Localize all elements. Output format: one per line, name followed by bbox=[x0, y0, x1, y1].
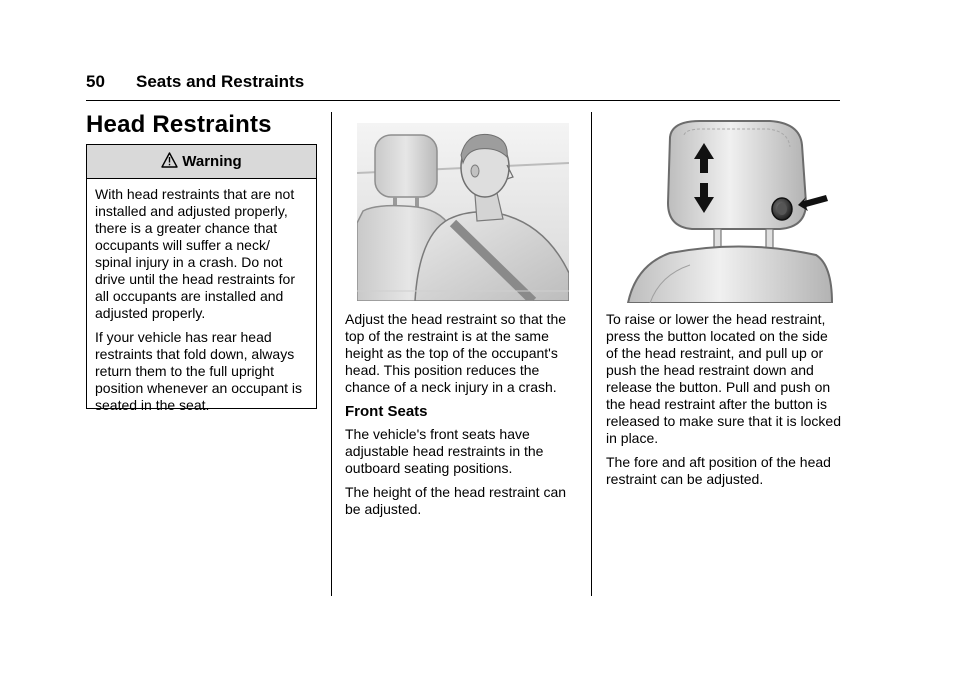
front-seats-heading: Front Seats bbox=[345, 403, 428, 420]
warning-triangle-icon bbox=[161, 155, 178, 168]
right-column bbox=[606, 311, 842, 495]
middle-column bbox=[345, 311, 583, 525]
warning-header bbox=[87, 145, 316, 179]
middle-paragraph-3: The height of the head restraint can be adjusted. bbox=[345, 484, 567, 517]
middle-paragraph-2: The vehicle's front seats have adjustable head restraints in the outboard seating positions. bbox=[345, 426, 544, 476]
warning-body bbox=[87, 179, 316, 414]
seated-occupant-illustration bbox=[357, 123, 569, 306]
warning-paragraph: With head restraints that are not installed and adjusted properly, there is a greater chance that occupants will suffer a neck/ spinal injury in a crash. Do not drive until the head restraints for all occupants are installed and adjusted properly. bbox=[95, 186, 295, 321]
section-title: Seats and Restraints bbox=[136, 72, 305, 91]
warning-box bbox=[86, 144, 317, 413]
page-header bbox=[86, 72, 840, 101]
middle-paragraph-1: Adjust the head restraint so that the top of the restraint is at the same height as the top of the occupant's head. This position reduces the chance of a neck injury in a crash. bbox=[345, 311, 567, 395]
page-number: 50 bbox=[86, 72, 105, 91]
right-paragraph-2: The fore and aft position of the head restraint can be adjusted. bbox=[606, 454, 831, 487]
head-restraint-adjust-illustration bbox=[610, 115, 836, 308]
right-paragraph-1: To raise or lower the head restraint, press the button located on the side of the head restraint, and pull up or push the head restraint down and release the button. Pull and push on the head restraint after the button is released to make sure that it is locked in place. bbox=[606, 311, 842, 446]
main-heading: Head Restraints bbox=[86, 111, 272, 138]
column-divider-right bbox=[591, 112, 592, 596]
warning-paragraph: If your vehicle has rear head restraints that fold down, always return them to the full upright position whenever an occupant is seated in the seat. bbox=[95, 329, 303, 413]
column-divider-left bbox=[331, 112, 332, 596]
warning-title: Warning bbox=[182, 153, 242, 170]
